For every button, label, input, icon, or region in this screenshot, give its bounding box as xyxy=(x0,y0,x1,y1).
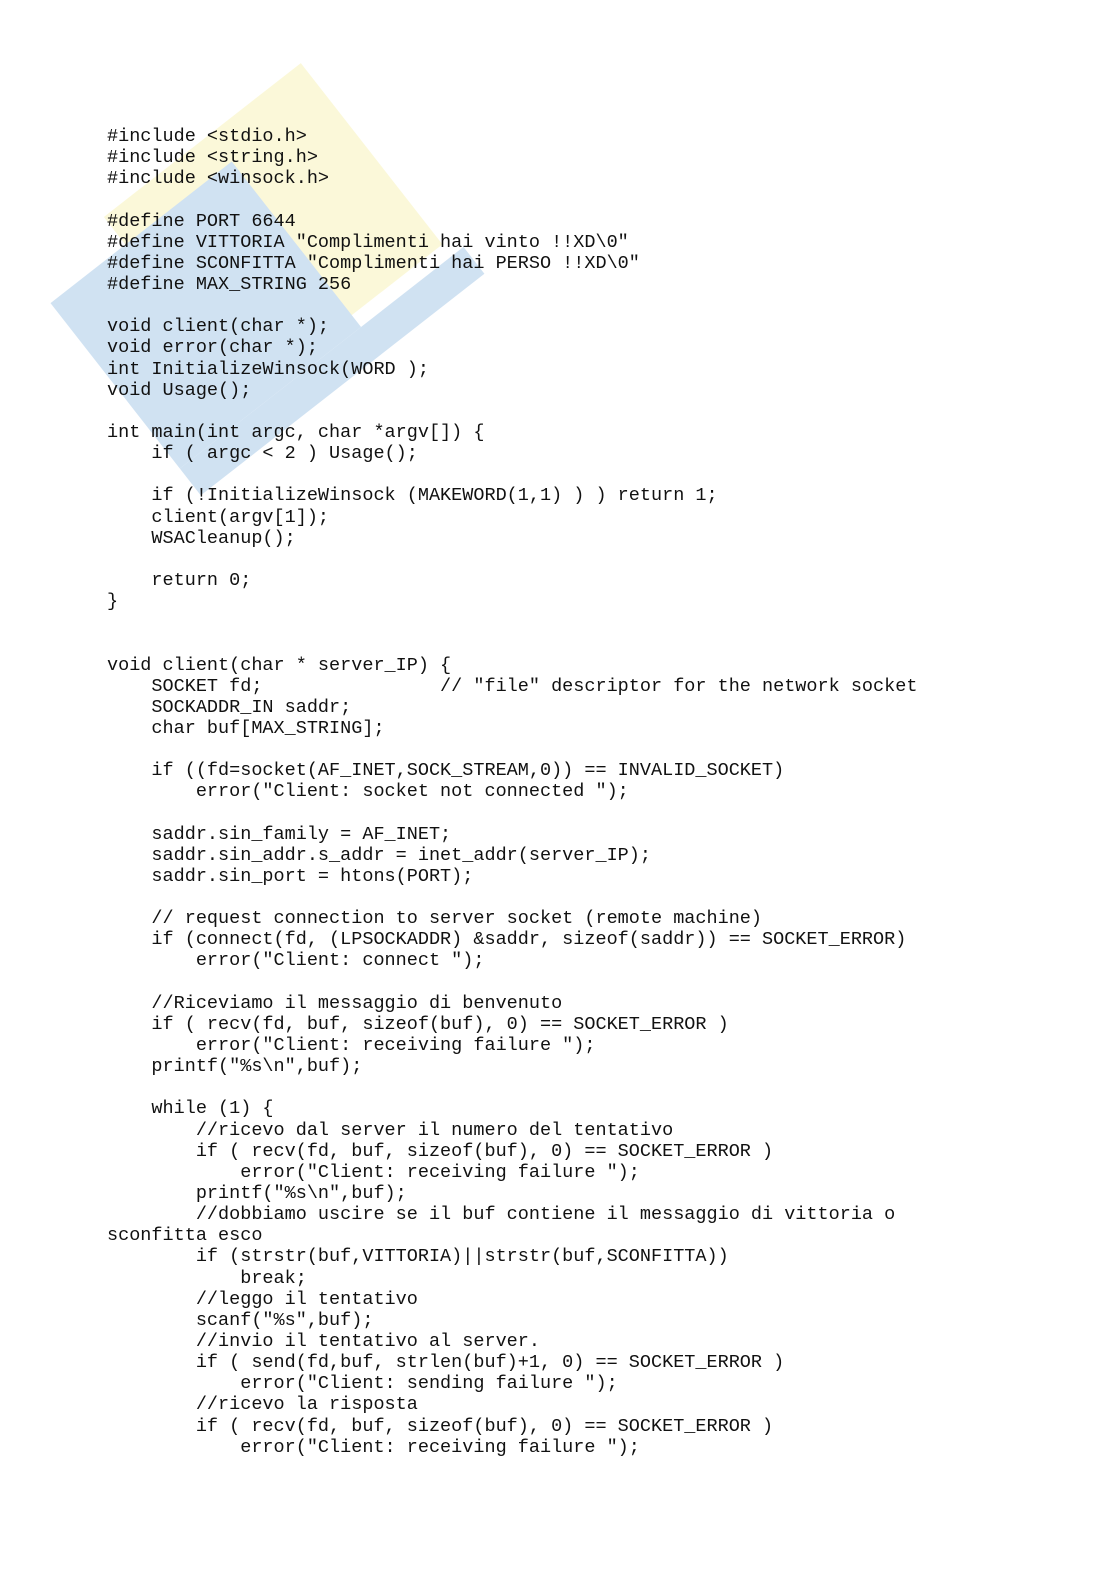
code-line xyxy=(107,612,917,633)
code-line xyxy=(107,887,917,908)
code-line: if ( send(fd,buf, strlen(buf)+1, 0) == SOCKET_ERROR ) xyxy=(107,1352,785,1374)
code-line: error("Client: receiving failure "); xyxy=(107,1436,640,1458)
code-line xyxy=(107,295,917,316)
code-line: saddr.sin_family = AF_INET; xyxy=(107,823,452,845)
code-line xyxy=(107,972,917,993)
code-line: //Riceviamo il messaggio di benvenuto xyxy=(107,992,563,1014)
code-line: printf("%s\n",buf); xyxy=(107,1056,363,1078)
code-line: SOCKET fd; // "file" descriptor for the network socket xyxy=(107,675,918,697)
code-line: SOCKADDR_IN saddr; xyxy=(107,696,352,718)
code-line: int main(int argc, char *argv[]) { xyxy=(107,421,485,443)
code-line: if ( argc < 2 ) Usage(); xyxy=(107,443,418,465)
code-line: #define VITTORIA "Complimenti hai vinto !!XD\0" xyxy=(107,231,629,253)
code-line: error("Client: sending failure "); xyxy=(107,1373,618,1395)
code-line: saddr.sin_addr.s_addr = inet_addr(server_IP); xyxy=(107,844,651,866)
code-line: if ( recv(fd, buf, sizeof(buf), 0) == SOCKET_ERROR ) xyxy=(107,1013,729,1035)
code-line xyxy=(107,1077,917,1098)
code-line: void Usage(); xyxy=(107,379,252,401)
code-line: error("Client: socket not connected "); xyxy=(107,781,629,803)
code-line: error("Client: receiving failure "); xyxy=(107,1161,640,1183)
code-line: saddr.sin_port = htons(PORT); xyxy=(107,865,474,887)
code-line: //ricevo dal server il numero del tentativo xyxy=(107,1119,674,1141)
code-line xyxy=(107,549,917,570)
code-line: } xyxy=(107,591,119,613)
code-line: int InitializeWinsock(WORD ); xyxy=(107,358,429,380)
code-line: sconfitta esco xyxy=(107,1225,263,1247)
code-line: while (1) { xyxy=(107,1098,274,1120)
code-line: #define SCONFITTA "Complimenti hai PERSO !!XD\0" xyxy=(107,252,640,274)
code-line: #include <string.h> xyxy=(107,147,318,169)
code-line: if (strstr(buf,VITTORIA)||strstr(buf,SCONFITTA)) xyxy=(107,1246,729,1268)
code-line: WSACleanup(); xyxy=(107,527,296,549)
code-block xyxy=(107,126,917,1458)
code-line: printf("%s\n",buf); xyxy=(107,1183,407,1205)
code-line: // request connection to server socket (remote machine) xyxy=(107,908,763,930)
code-line: scanf("%s",buf); xyxy=(107,1309,374,1331)
code-line: break; xyxy=(107,1267,307,1289)
code-line xyxy=(107,633,917,654)
code-line: //leggo il tentativo xyxy=(107,1288,418,1310)
code-line: //dobbiamo uscire se il buf contiene il messaggio di vittoria o xyxy=(107,1204,896,1226)
code-line: if ( recv(fd, buf, sizeof(buf), 0) == SOCKET_ERROR ) xyxy=(107,1415,774,1437)
code-line: void error(char *); xyxy=(107,337,318,359)
code-line: error("Client: connect "); xyxy=(107,950,485,972)
code-line: return 0; xyxy=(107,569,252,591)
code-line: error("Client: receiving failure "); xyxy=(107,1035,596,1057)
code-line: //invio il tentativo al server. xyxy=(107,1331,540,1353)
code-line xyxy=(107,739,917,760)
code-line: if (connect(fd, (LPSOCKADDR) &saddr, sizeof(saddr)) == SOCKET_ERROR) xyxy=(107,929,907,951)
code-line: #include <stdio.h> xyxy=(107,126,307,147)
code-line: void client(char * server_IP) { xyxy=(107,654,452,676)
code-line xyxy=(107,401,917,422)
code-line: client(argv[1]); xyxy=(107,506,330,528)
code-line: if ((fd=socket(AF_INET,SOCK_STREAM,0)) == INVALID_SOCKET) xyxy=(107,760,785,782)
code-line: #define MAX_STRING 256 xyxy=(107,273,352,295)
code-line: char buf[MAX_STRING]; xyxy=(107,717,385,739)
code-line: #include <winsock.h> xyxy=(107,168,330,190)
code-line: #define PORT 6644 xyxy=(107,210,296,232)
code-line xyxy=(107,189,917,210)
code-line: if ( recv(fd, buf, sizeof(buf), 0) == SOCKET_ERROR ) xyxy=(107,1140,774,1162)
code-line xyxy=(107,803,917,824)
code-line: //ricevo la risposta xyxy=(107,1394,418,1416)
code-line xyxy=(107,464,917,485)
code-line: if (!InitializeWinsock (MAKEWORD(1,1) ) ) return 1; xyxy=(107,485,718,507)
code-line: void client(char *); xyxy=(107,316,330,338)
